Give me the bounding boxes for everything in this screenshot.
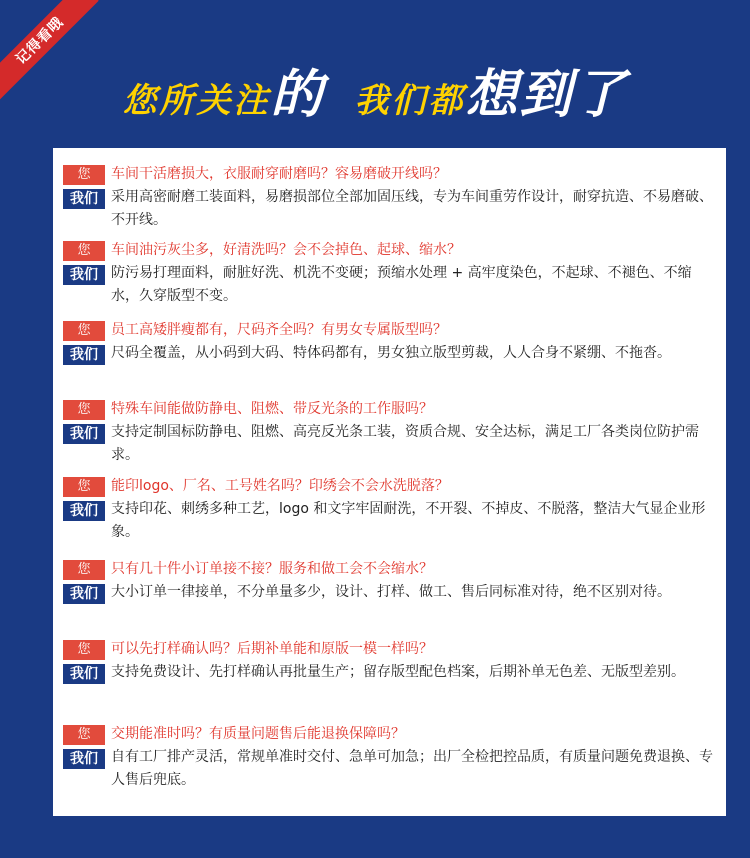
faq-item <box>63 474 713 544</box>
faq-question: 可以先打样确认吗？后期补单能和原版一模一样吗？ <box>111 641 433 657</box>
we-tag: 我们 <box>63 749 105 769</box>
faq-item <box>63 397 713 467</box>
we-tag: 我们 <box>63 424 105 444</box>
we-tag: 我们 <box>63 501 105 521</box>
you-tag: 您 <box>63 400 105 420</box>
faq-item <box>63 318 713 365</box>
faq-card <box>53 148 726 816</box>
header-part-1: 您所关注 <box>122 81 271 121</box>
page-header <box>0 52 750 125</box>
corner-ribbon-label: 记得看哦 <box>0 0 99 100</box>
you-tag: 您 <box>63 725 105 745</box>
faq-question: 特殊车间能做防静电、阻燃、带反光条的工作服吗？ <box>111 401 433 417</box>
faq-question: 车间干活磨损大，衣服耐穿耐磨吗？容易磨破开线吗？ <box>111 166 447 182</box>
faq-question: 员工高矮胖瘦都有，尺码齐全吗？有男女专属版型吗？ <box>111 322 447 338</box>
we-tag: 我们 <box>63 664 105 684</box>
faq-answer: 支持定制国标防静电、阻燃、高亮反光条工装，资质合规、安全达标，满足工厂各类岗位防护需求。 <box>111 424 699 463</box>
we-tag: 我们 <box>63 189 105 209</box>
faq-item <box>63 722 713 792</box>
faq-answer: 防污易打理面料，耐脏好洗、机洗不变硬；预缩水处理 + 高牢度染色，不起球、不褪色、不缩水，久穿版型不变。 <box>111 265 692 304</box>
faq-question: 车间油污灰尘多，好清洗吗？会不会掉色、起球、缩水？ <box>111 242 461 258</box>
faq-question: 交期能准时吗？有质量问题售后能退换保障吗？ <box>111 726 405 742</box>
faq-item <box>63 238 713 308</box>
header-part-4: 想到了 <box>465 65 628 125</box>
you-tag: 您 <box>63 241 105 261</box>
header-part-3: 我们都 <box>354 81 466 121</box>
we-tag: 我们 <box>63 345 105 365</box>
faq-question: 能印logo、厂名、工号姓名吗？印绣会不会水洗脱落？ <box>111 478 449 494</box>
header-part-2: 的 <box>270 65 325 125</box>
you-tag: 您 <box>63 560 105 580</box>
faq-item <box>63 557 713 604</box>
faq-answer: 尺码全覆盖，从小码到大码、特体码都有，男女独立版型剪裁，人人合身不紧绷、不拖沓。 <box>111 345 671 361</box>
faq-answer: 支持印花、刺绣多种工艺，logo 和文字牢固耐洗，不开裂、不掉皮、不脱落，整洁大气显企业形象。 <box>111 501 706 540</box>
faq-item <box>63 637 713 684</box>
faq-answer: 支持免费设计、先打样确认再批量生产；留存版型配色档案，后期补单无色差、无版型差别。 <box>111 664 685 680</box>
you-tag: 您 <box>63 165 105 185</box>
faq-answer: 采用高密耐磨工装面料，易磨损部位全部加固压线，专为车间重劳作设计，耐穿抗造、不易磨破、不开线。 <box>111 189 713 228</box>
faq-item <box>63 162 713 232</box>
you-tag: 您 <box>63 640 105 660</box>
we-tag: 我们 <box>63 265 105 285</box>
you-tag: 您 <box>63 321 105 341</box>
faq-question: 只有几十件小订单接不接？服务和做工会不会缩水？ <box>111 561 433 577</box>
faq-answer: 自有工厂排产灵活，常规单准时交付、急单可加急；出厂全检把控品质，有质量问题免费退换、专人售后兜底。 <box>111 749 713 788</box>
you-tag: 您 <box>63 477 105 497</box>
faq-answer: 大小订单一律接单，不分单量多少，设计、打样、做工、售后同标准对待，绝不区别对待。 <box>111 584 671 600</box>
we-tag: 我们 <box>63 584 105 604</box>
